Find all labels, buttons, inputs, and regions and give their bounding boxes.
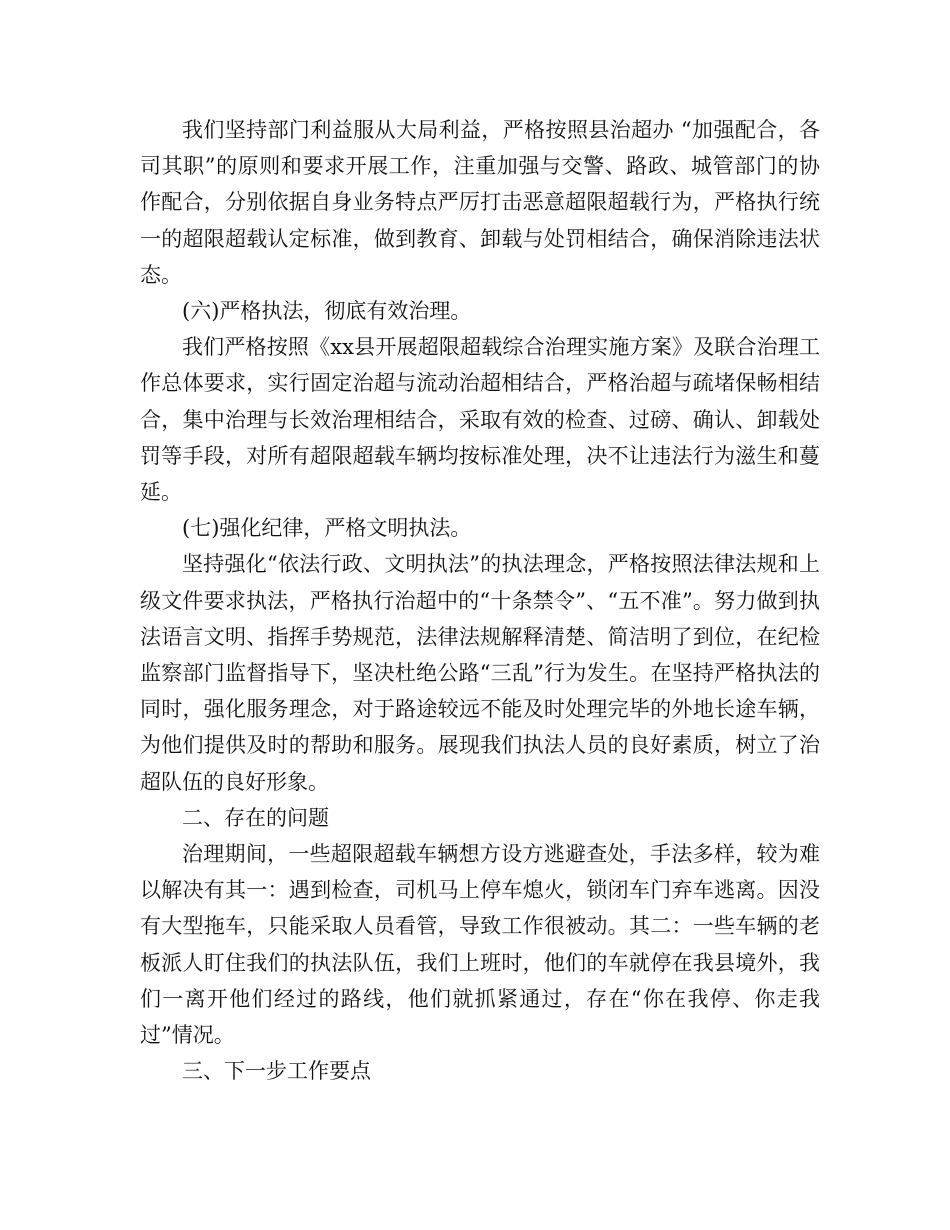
section-heading-next-steps: 三、下一步工作要点 <box>182 1059 371 1084</box>
paragraph-problems: 治理期间，一些超限超载车辆想方设方逃避查处，手法多样，较为难以解决有其一：遇到检查，司机马上停车熄火，锁闭车门弃车逃离。因没有大型拖车，只能采取人员看管，导致工作很被动。其二：一些车辆的老板派人盯住我们的执法队伍，我们上班时，他们的车就停在我县境外，我们一离开他们经过的路线，他们就抓紧通过，存在“你在我停、你走我过”情况。 <box>140 842 820 1048</box>
paragraph-civilized-enforcement: 坚持强化“依法行政、文明执法”的执法理念，严格按照法律法规和上级文件要求执法，严格执行治超中的“十条禁令”、“五不准”。努力做到执法语言文明、指挥手势规范，法律法规解释清楚、简洁明了到位，在纪检监察部门监督指导下，坚决杜绝公路“三乱”行为发生。在坚持严格执法的同时，强化服务理念，对于路途较远不能及时处理完毕的外地长途车辆，为他们提供及时的帮助和服务。展现我们执法人员的良好素质，树立了治超队伍的良好形象。 <box>140 552 820 794</box>
section-heading-seven: (七)强化纪律，严格文明执法。 <box>182 516 472 541</box>
paragraph-coordination: 我们坚持部门利益服从大局利益，严格按照县治超办 “加强配合，各司其职”的原则和要求开展工作，注重加强与交警、路政、城管部门的协作配合，分别依据自身业务特点严厉打击恶意超限超载行为，严格执行统一的超限超载认定标准，做到教育、卸载与处罚相结合，确保消除违法状态。 <box>140 118 820 287</box>
document-body <box>140 112 820 1089</box>
section-heading-problems: 二、存在的问题 <box>182 805 329 830</box>
section-heading-six: (六)严格执法，彻底有效治理。 <box>182 299 472 324</box>
paragraph-strict-enforcement: 我们严格按照《xx县开展超限超载综合治理实施方案》及联合治理工作总体要求，实行固定治超与流动治超相结合，严格治超与疏堵保畅相结合，集中治理与长效治理相结合，采取有效的检查、过磅、确认、卸载处罚等手段，对所有超限超载车辆均按标准处理，决不让违法行为滋生和蔓延。 <box>140 335 820 505</box>
